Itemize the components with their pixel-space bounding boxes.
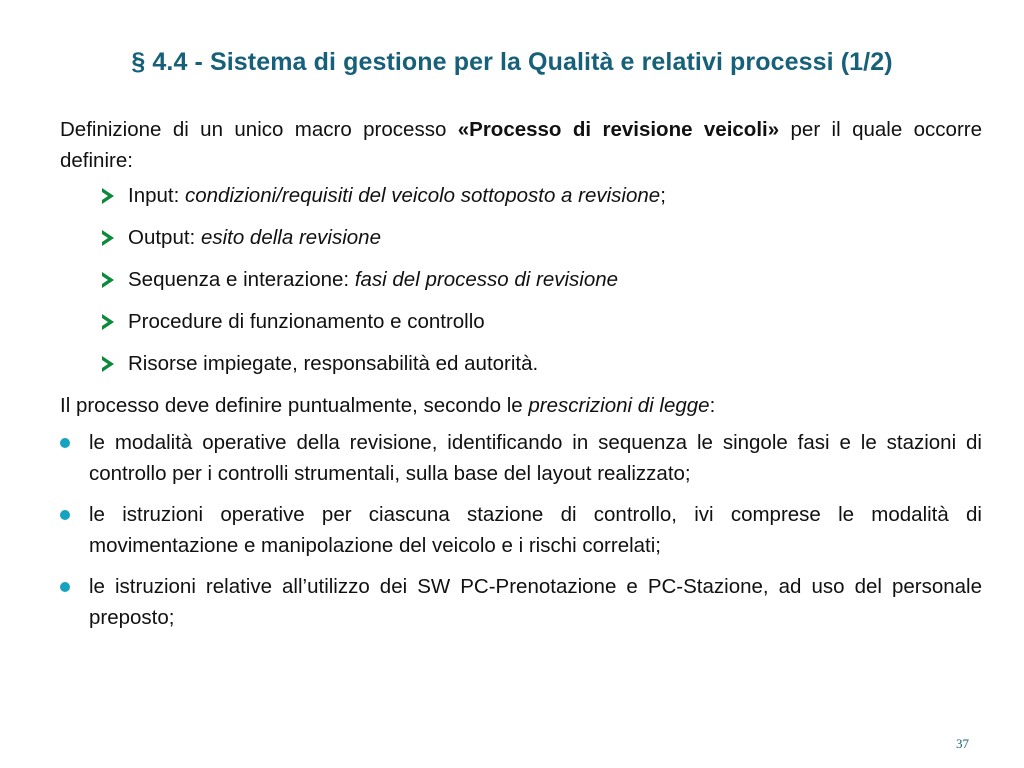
list-item bbox=[60, 348, 982, 379]
arrow-bullet-icon bbox=[102, 314, 114, 330]
slide-title: § 4.4 - Sistema di gestione per la Qualità e relativi processi (1/2) bbox=[131, 48, 893, 76]
list-item bbox=[60, 264, 982, 295]
arrow-bullet-icon bbox=[102, 230, 114, 246]
arrow-bullet-icon bbox=[102, 356, 114, 372]
item-prefix: Output: bbox=[128, 226, 201, 249]
item-text: le istruzioni relative all’utilizzo dei SW PC-Prenotazione e PC-Stazione, ad uso del personale preposto; bbox=[89, 575, 982, 629]
list-item bbox=[60, 499, 982, 561]
page-number: 37 bbox=[956, 736, 969, 751]
item-italic: esito della revisione bbox=[200, 226, 381, 249]
intro-text-after: per il quale occorre definire: bbox=[60, 118, 982, 172]
second-paragraph bbox=[60, 390, 982, 421]
arrow-bullet-icon bbox=[102, 188, 114, 204]
arrow-bullet-icon bbox=[102, 272, 114, 288]
item-prefix: Input: bbox=[128, 184, 185, 207]
dot-bullet-icon bbox=[60, 438, 70, 448]
intro-paragraph bbox=[60, 114, 982, 176]
dot-bullet-list bbox=[60, 427, 982, 633]
item-prefix: Procedure di funzionamento e controllo bbox=[128, 310, 485, 333]
list-item bbox=[60, 306, 982, 337]
second-text-before: Il processo deve definire puntualmente, secondo le bbox=[60, 394, 529, 417]
dot-bullet-icon bbox=[60, 582, 70, 592]
item-prefix: Risorse impiegate, responsabilità ed autorità. bbox=[128, 352, 539, 375]
intro-text-before: Definizione di un unico macro processo bbox=[60, 118, 458, 141]
list-item bbox=[60, 180, 982, 211]
slide-content bbox=[60, 114, 982, 643]
arrow-bullet-list bbox=[60, 180, 982, 379]
list-item bbox=[60, 427, 982, 489]
item-italic: fasi del processo di revisione bbox=[354, 268, 619, 291]
item-text: le modalità operative della revisione, identificando in sequenza le singole fasi e le stazioni di controllo per i controlli strumentali, sulla base del layout realizzato; bbox=[89, 431, 982, 485]
dot-bullet-icon bbox=[60, 510, 70, 520]
item-suffix: ; bbox=[660, 184, 666, 207]
second-italic: prescrizioni di legge bbox=[528, 394, 710, 417]
item-text: le istruzioni operative per ciascuna stazione di controllo, ivi comprese le modalità di movimentazione e manipolazione del veicolo e i rischi correlati; bbox=[89, 503, 982, 557]
item-italic: condizioni/requisiti del veicolo sottoposto a revisione bbox=[185, 184, 661, 207]
second-text-after: : bbox=[709, 394, 716, 417]
list-item bbox=[60, 571, 982, 633]
list-item bbox=[60, 222, 982, 253]
item-prefix: Sequenza e interazione: bbox=[128, 268, 355, 291]
intro-bold-process: «Processo di revisione veicoli» bbox=[457, 118, 780, 141]
